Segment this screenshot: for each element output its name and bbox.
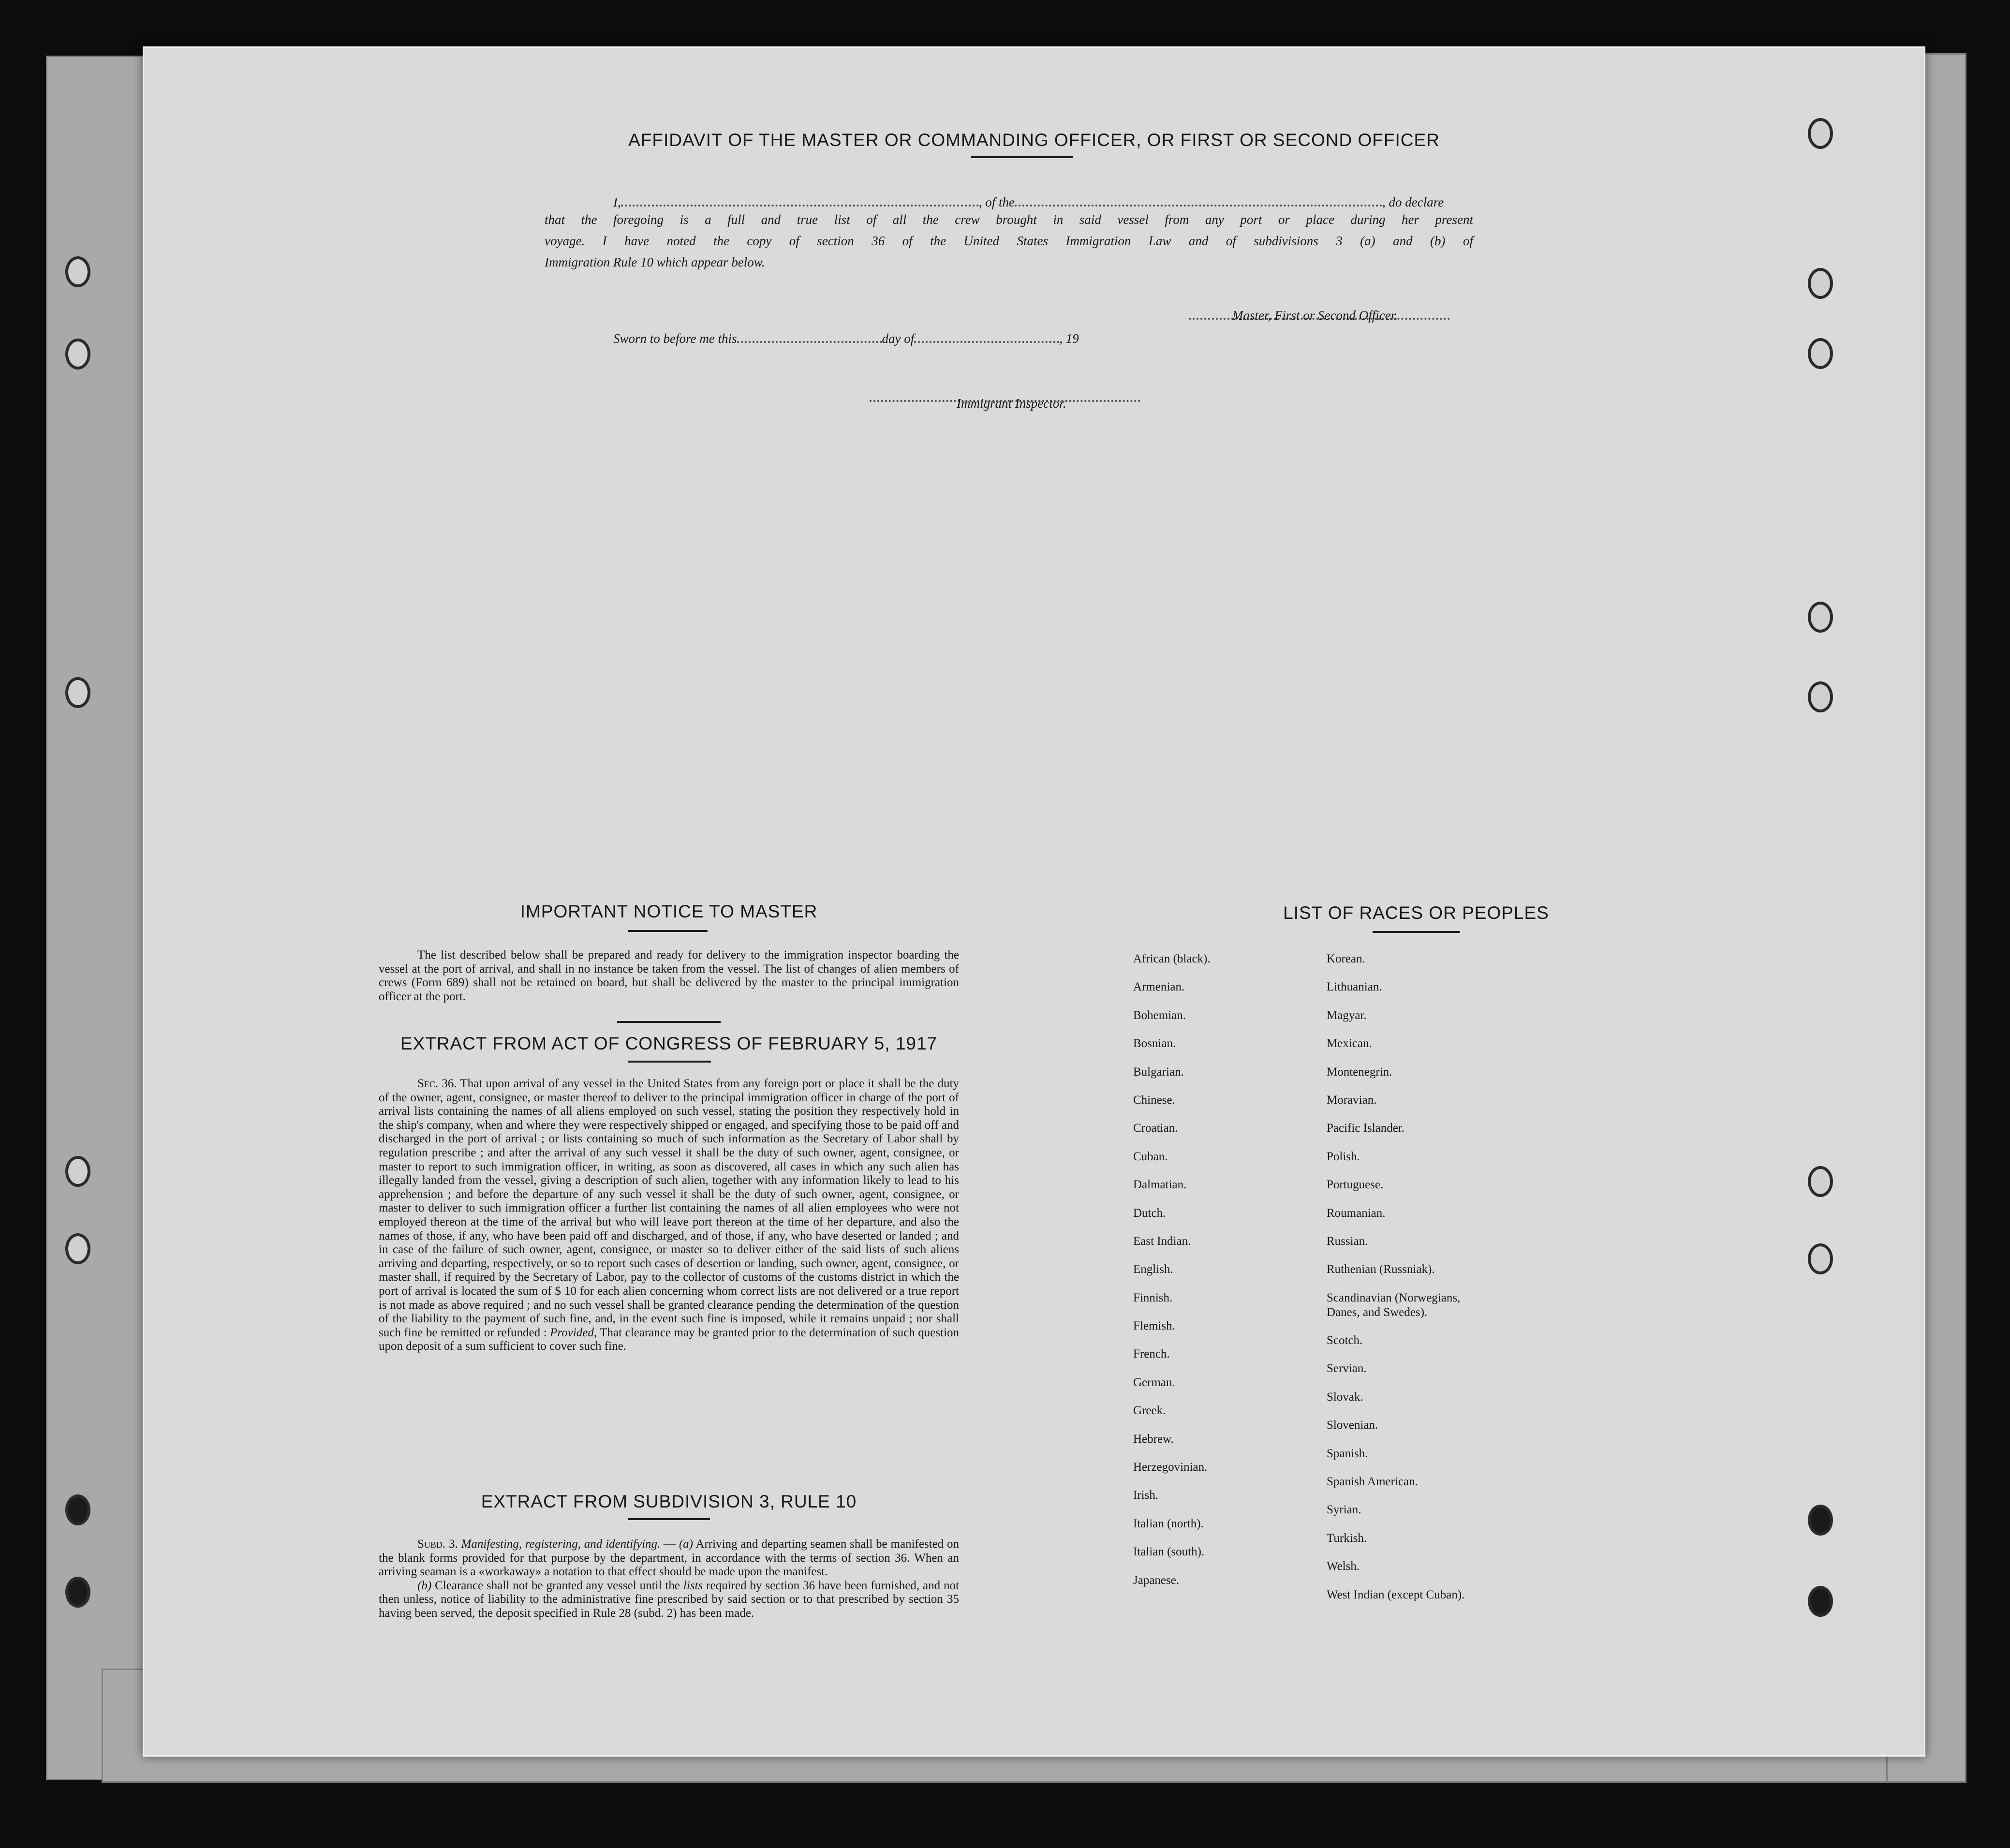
subd-b-label: (b) [417, 1579, 432, 1592]
race-item: Finnish. [1133, 1291, 1173, 1304]
section-36-text: That upon arrival of any vessel in the United States from any foreign port or place it shall be the duty of the owner, agent, consignee, or master thereof to deliver to the principal immigration officer in charge of the port of arrival lists containing the names of all aliens employed on such vessel, stating the position they respectively hold in the ship's company, when and where they were respectively shipped or engaged, and specifying those to be paid off and discharged in the port of arrival ; or lists containing so much of such information as the Secretary of Labor shall by regulation prescribe ; and after the arrival of any such vessel it shall be the duty of such owner, agent, consignee, or master to report to such immigration officer, in writing, as soon as discovered, all cases in which any such alien has illegally landed from the vessel, giving a description of such alien, together with any information likely to lead to his apprehension ; and before the departure of any such vessel it shall be the duty of such owner, agent, consignee, or master to deliver to such immigration officer a further list containing the names of all alien employees who were not employed thereon at the time of the arrival but who will leave port thereon at the time of her departure, and also the names of those, if any, who have been paid off and discharged, and of those, if any, who have deserted or landed ; and in case of the failure of such owner, agent, consignee, or master so to deliver either of the said lists of such aliens arriving and departing, respectively, or so to report such cases of desertion or landing, such owner, agent, consignee, or master shall, if required by the Secretary of Labor, pay to the collector of customs of the customs district in which the port of arrival is located the sum of $ 10 for each alien concerning whom correct lists are not delivered or a true report is not made as above required ; and no such vessel shall be granted clearance pending the determination of the question of the liability to the payment of such fine, and, in the event such fine is imposed, while it remains unpaid ; nor shall such fine be remitted or refunded : [379, 1077, 959, 1339]
binder-hole [1808, 338, 1833, 369]
race-item: Bulgarian. [1133, 1065, 1184, 1079]
race-item: Portuguese. [1327, 1178, 1384, 1192]
sworn-month-field[interactable] [914, 327, 1059, 343]
race-item: Japanese. [1133, 1573, 1180, 1587]
race-item: Chinese. [1133, 1093, 1175, 1107]
subd-a-label: (a) [679, 1538, 693, 1551]
declaration-i: I, [613, 195, 621, 209]
back-sheet-hole [65, 339, 90, 370]
races-left-column [1133, 952, 1211, 1602]
affidavit-body [545, 191, 1473, 276]
race-item: Spanish. [1327, 1447, 1368, 1460]
extract-rule-rule [628, 1518, 710, 1520]
notice-divider [617, 1021, 721, 1023]
extract-rule-text [379, 1538, 959, 1621]
manifest-page [143, 46, 1925, 1757]
race-item: Danes, and Swedes). [1327, 1305, 1428, 1319]
race-item: Dalmatian. [1133, 1178, 1187, 1192]
race-item: Scandinavian (Norwegians, [1327, 1291, 1461, 1304]
declaration-line [545, 191, 1473, 212]
back-sheet-hole [65, 677, 90, 708]
race-item: Dutch. [1133, 1206, 1166, 1220]
extract-act-text [379, 1077, 959, 1354]
sworn-day-field[interactable] [737, 327, 882, 343]
extract-rule-title: EXTRACT FROM SUBDIVISION 3, RULE 10 [481, 1492, 857, 1511]
subd-b-lists: lists [683, 1579, 703, 1592]
notice-title: IMPORTANT NOTICE TO MASTER [520, 902, 818, 921]
subd-heading: Manifesting, registering, and identifying. [461, 1538, 661, 1551]
declaration-line-3: Immigration Rule 10 which appear below. [545, 255, 765, 269]
binder-hole [1808, 268, 1833, 299]
race-item: Pacific Islander. [1327, 1122, 1405, 1135]
back-sheet-hole [65, 1233, 90, 1264]
binder-hole [1808, 118, 1833, 149]
binder-hole [1808, 681, 1833, 712]
notice-title-rule [628, 930, 708, 932]
race-item: Croatian. [1133, 1122, 1178, 1135]
section-36-text-end: That clearance may be granted prior to the determination of such question upon deposit of a sum sufficient to cover such fine. [379, 1326, 960, 1353]
race-item: Turkish. [1327, 1531, 1367, 1545]
race-item: West Indian (except Cuban). [1327, 1588, 1465, 1601]
notice-text [379, 948, 959, 1004]
declaration-of-the: , of the [978, 195, 1015, 209]
race-item: African (black). [1133, 952, 1211, 965]
race-item: Armenian. [1133, 980, 1185, 994]
binder-hole [1808, 602, 1833, 633]
subd-label: Subd. 3. [417, 1538, 458, 1551]
race-item: Slovenian. [1327, 1419, 1378, 1432]
race-item: Welsh. [1327, 1560, 1360, 1573]
declaration-do-declare: , do declare [1382, 195, 1444, 209]
races-title-rule [1373, 931, 1460, 933]
race-item: Spanish American. [1327, 1475, 1418, 1489]
inspector-label: Immigrant Inspector. [957, 396, 1066, 411]
back-sheet-hole [65, 256, 90, 287]
race-item: Russian. [1327, 1234, 1368, 1248]
section-label: Sec. 36. [417, 1077, 457, 1090]
race-item: French. [1133, 1347, 1170, 1361]
race-item: Ruthenian (Russniak). [1327, 1263, 1435, 1276]
race-item: Montenegrin. [1327, 1065, 1392, 1079]
officer-name-field[interactable] [621, 191, 979, 207]
day-of-label: day of [882, 331, 915, 346]
binder-hole [1808, 1166, 1833, 1197]
declaration-line-1: that the foregoing is a full and true list of all the crew brought in said vessel from any port or place during her present [545, 212, 1473, 227]
race-item: Servian. [1327, 1362, 1367, 1375]
race-item: German. [1133, 1375, 1175, 1389]
race-item: Cuban. [1133, 1150, 1168, 1163]
race-item: Slovak. [1327, 1390, 1363, 1404]
section-36-paragraph [379, 1077, 959, 1354]
extract-act-title: EXTRACT FROM ACT OF CONGRESS OF FEBRUARY 5, 1917 [400, 1034, 938, 1053]
race-item: Irish. [1133, 1489, 1159, 1502]
binder-hole [1808, 1505, 1833, 1536]
binder-hole [1808, 1243, 1833, 1274]
subd-b-text-2: required by section 36 have been furnished, and not then unless, notice of liability to the administrative fine prescribed by said section or to that prescribed by section 35 having been served, the deposit specified in Rule 28 (subd. 2) has been made. [379, 1579, 959, 1620]
race-item: Hebrew. [1133, 1432, 1174, 1446]
race-item: Bosnian. [1133, 1037, 1176, 1050]
race-item: Moravian. [1327, 1093, 1377, 1107]
declaration-line-2: voyage. I have noted the copy of section 36 of the United States Immigration Law and of subdivisions 3 (a) and (b) of [545, 234, 1473, 248]
extract-act-rule [628, 1061, 711, 1063]
master-signature-label: Master, First or Second Officer. [1232, 308, 1398, 323]
race-item: Syrian. [1327, 1503, 1361, 1517]
race-item: Herzegovinian. [1133, 1461, 1208, 1474]
sworn-label: Sworn to before me this [613, 331, 737, 346]
race-item: English. [1133, 1263, 1173, 1276]
sworn-line [613, 327, 1079, 346]
race-item: Lithuanian. [1327, 980, 1382, 994]
subd-b-text-1: Clearance shall not be granted any vessel until the [435, 1579, 680, 1592]
race-item: Greek. [1133, 1404, 1166, 1418]
race-item: Roumanian. [1327, 1206, 1386, 1220]
race-item: Mexican. [1327, 1037, 1372, 1050]
race-item: Korean. [1327, 952, 1365, 965]
vessel-name-field[interactable] [1015, 191, 1382, 207]
back-sheet-hole [65, 1494, 90, 1525]
races-right-column [1327, 952, 1464, 1616]
back-sheet-hole [65, 1156, 90, 1187]
race-item: Magyar. [1327, 1008, 1367, 1022]
affidavit-title-rule [971, 156, 1073, 158]
races-title: LIST OF RACES OR PEOPLES [1283, 903, 1549, 923]
subd-a-text: Arriving and departing seamen shall be manifested on the blank forms provided for that purpose by the department, in accordance with the terms of section 36. When an arriving seaman is a «workaway» a notation to that effect should be made upon the manifest. [379, 1538, 959, 1579]
race-item: Flemish. [1133, 1319, 1175, 1333]
race-item: Scotch. [1327, 1334, 1363, 1347]
notice-paragraph: The list described below shall be prepared and ready for delivery to the immigration inspector boarding the vessel at the port of arrival, and shall in no instance be taken from the vessel. The list of changes of alien members of crews (Form 689) shall not be retained on board, but shall be delivered by the master to the principal immigration officer at the port. [379, 948, 959, 1003]
race-item: Italian (north). [1133, 1517, 1204, 1530]
race-item: Italian (south). [1133, 1545, 1205, 1559]
affidavit-title: AFFIDAVIT OF THE MASTER OR COMMANDING OFFICER, OR FIRST OR SECOND OFFICER [628, 130, 1440, 150]
year-label: , 19 [1059, 331, 1079, 346]
back-sheet-hole [65, 1577, 90, 1608]
subdivision-b-paragraph [379, 1579, 959, 1621]
binder-hole [1808, 1586, 1833, 1617]
provided-word: Provided, [550, 1326, 597, 1339]
race-item: East Indian. [1133, 1234, 1191, 1248]
race-item: Polish. [1327, 1150, 1360, 1163]
subdivision-a-paragraph: Subd. 3. Manifesting, registering, and identifying. — (a) Arriving and departing seamen shall be manifested on the blank forms provided for that purpose by the department, in accordance with the terms of section 36. When an arriving seaman is a «workaway» a notation to that effect should be made upon the manifest. [379, 1538, 959, 1579]
race-item: Bohemian. [1133, 1008, 1186, 1022]
